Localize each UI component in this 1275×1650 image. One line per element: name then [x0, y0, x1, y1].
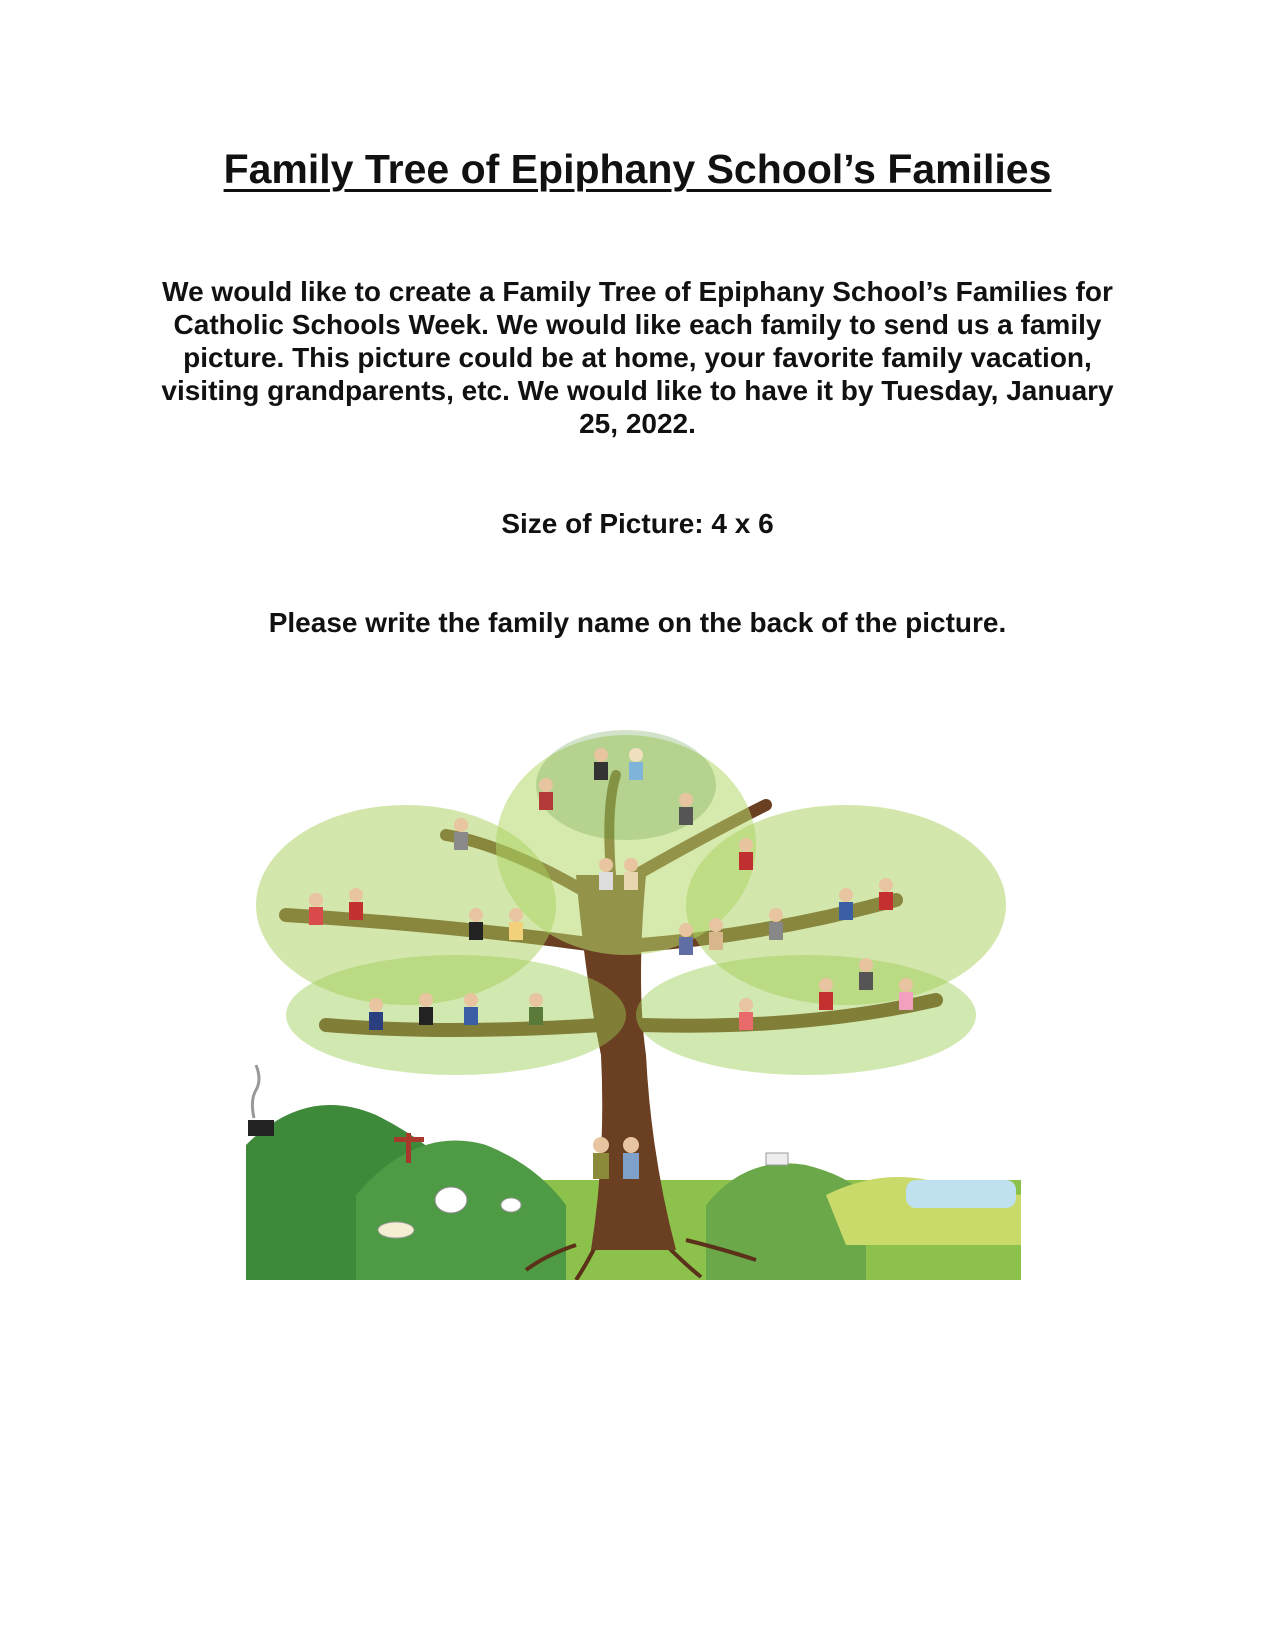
instruction-line: Please write the family name on the back of the picture. [268, 607, 1007, 638]
dog-icon [435, 1187, 467, 1213]
temple-icon [766, 1153, 788, 1165]
intro-paragraph: We would like to create a Family Tree of Epiphany School’s Families for Catholic Schools Week. We would like each family to send us a family picture. This picture could be at home, your favorite family vacation, visiting grandparents, etc. We would like to have it by Tuesday, January 25, 2022. [161, 276, 1114, 439]
picture-size-line: Size of Picture: 4 x 6 [501, 508, 774, 539]
page-title: Family Tree of Epiphany School’s Families [223, 146, 1052, 192]
dog-icon [378, 1222, 414, 1238]
train-icon [248, 1120, 274, 1136]
sea [906, 1180, 1016, 1208]
dog-icon [501, 1198, 521, 1212]
family-tree-illustration [246, 725, 1021, 1280]
smoke-icon [252, 1065, 259, 1118]
